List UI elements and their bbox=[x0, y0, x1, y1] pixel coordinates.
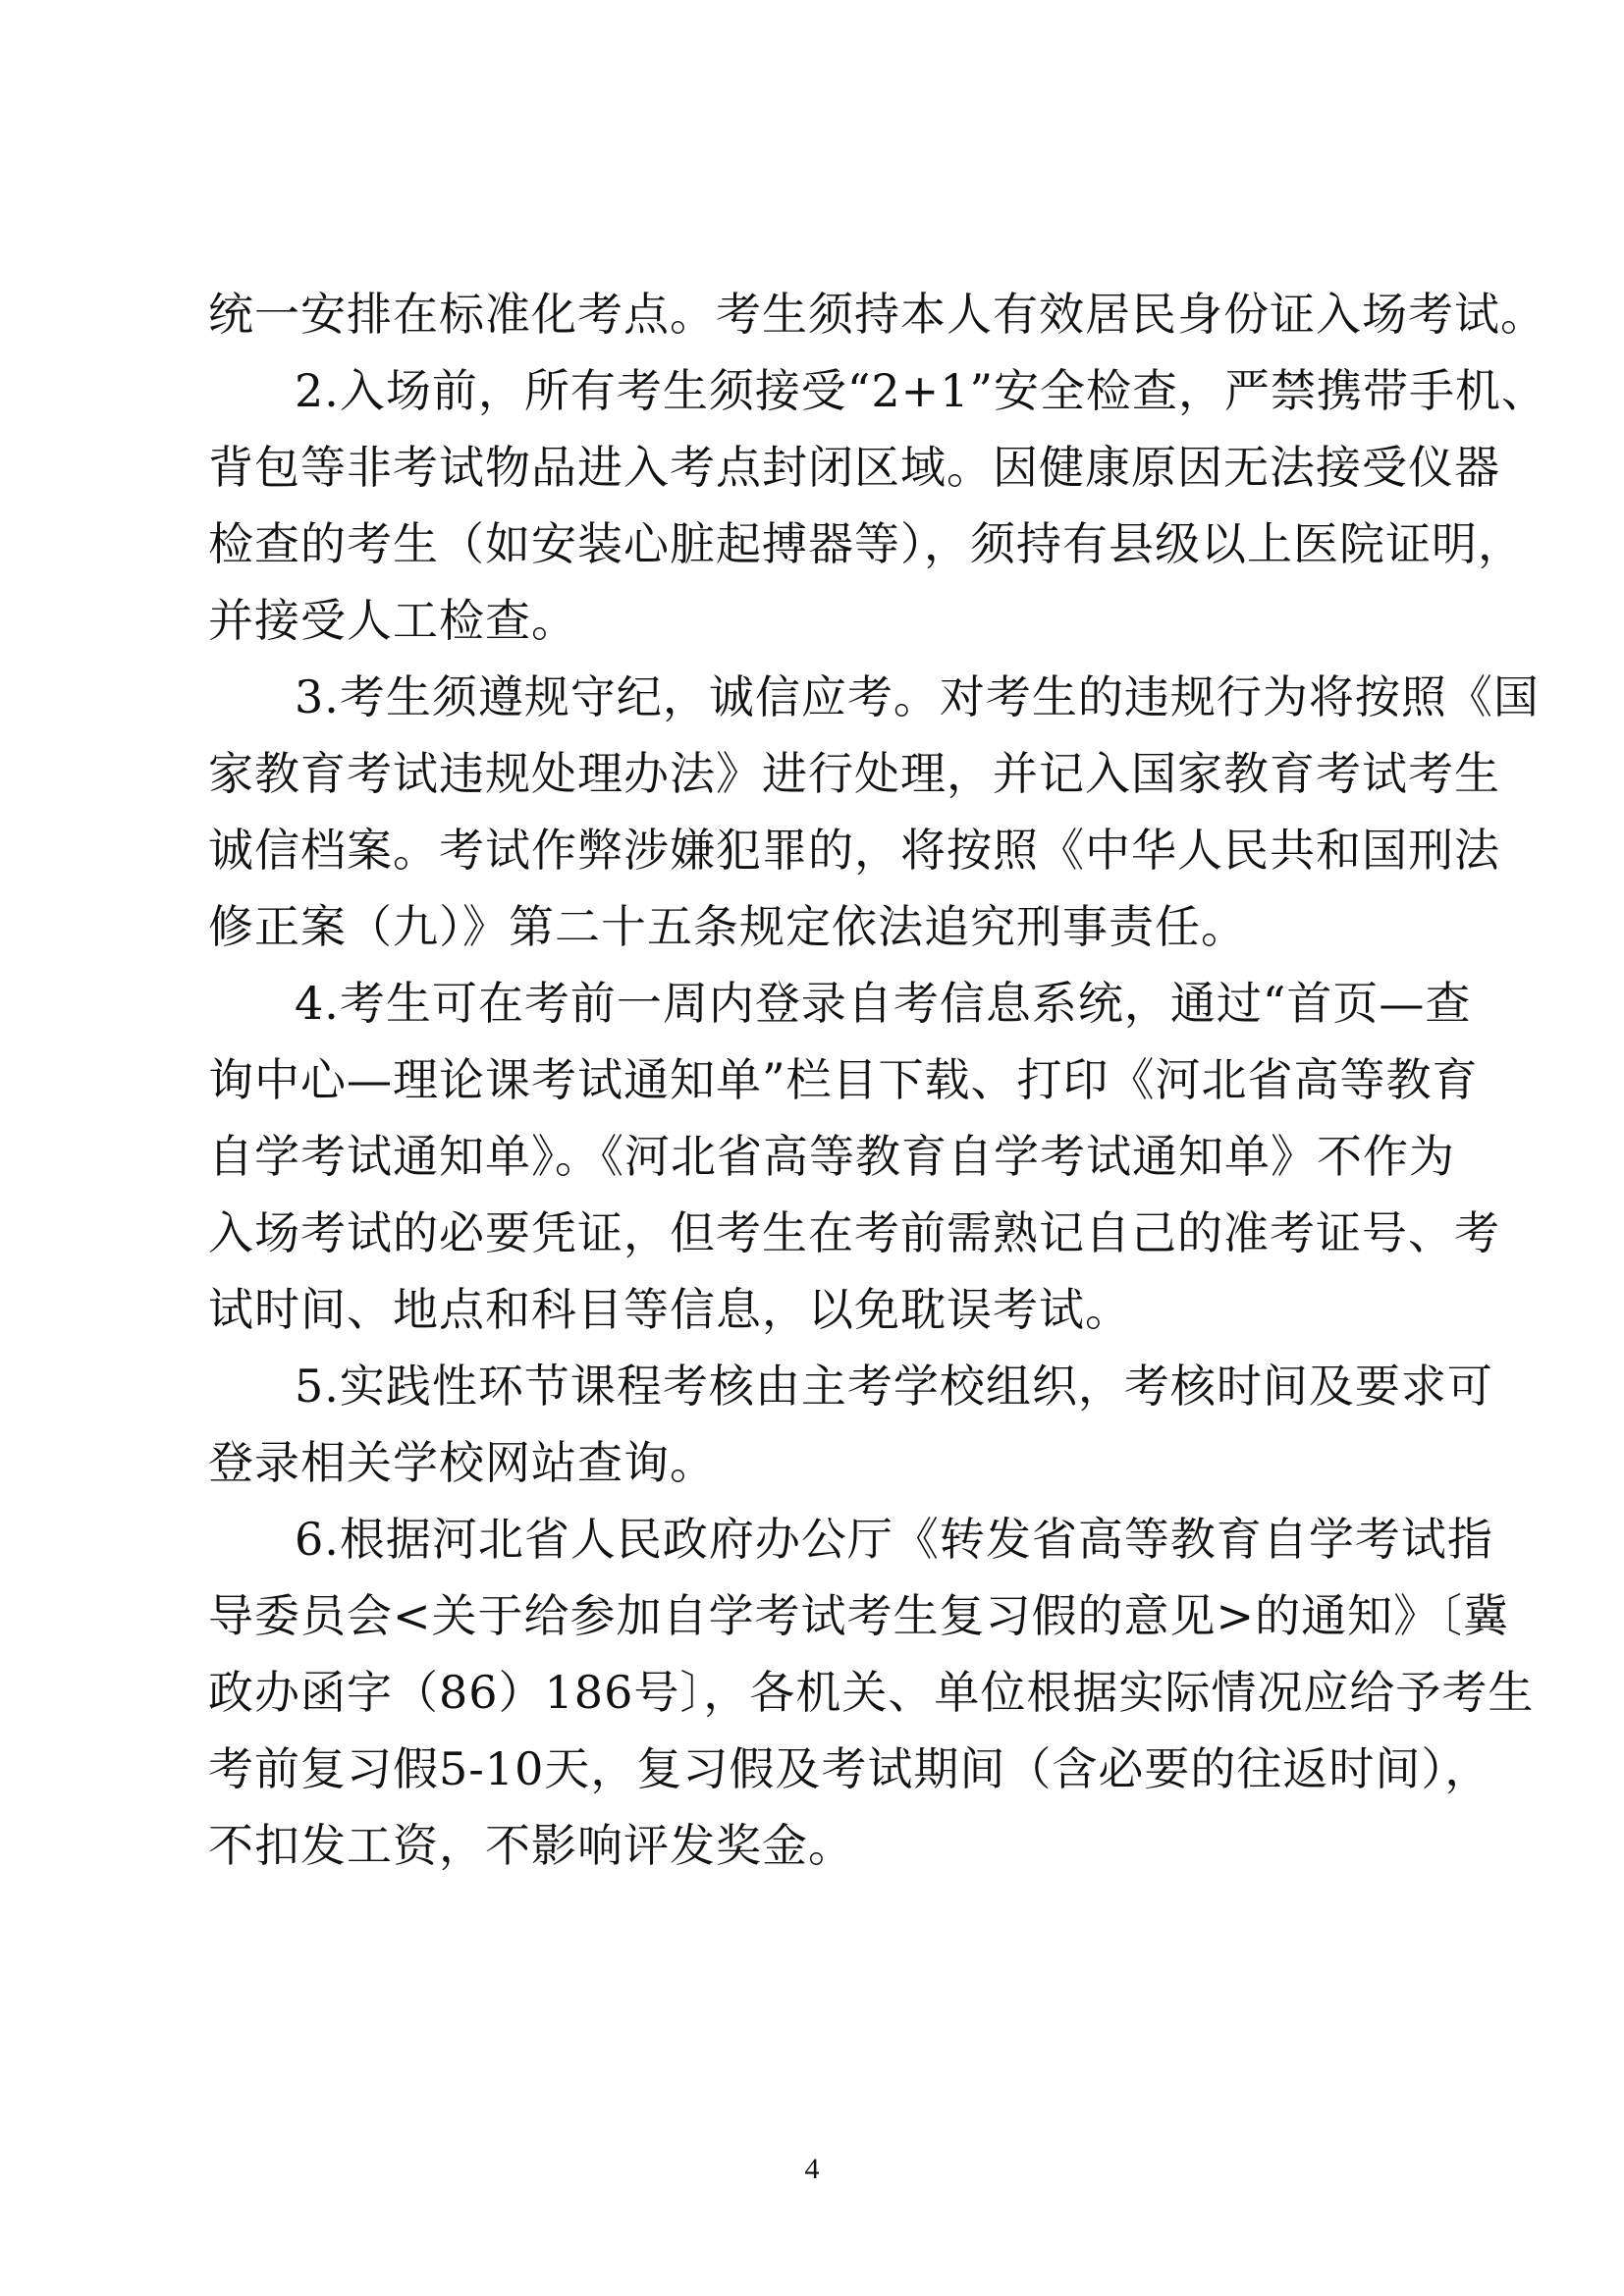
text-line: 家教育考试违规处理办法》进行处理，并记入国家教育考试考生 bbox=[208, 747, 1500, 800]
text-line: 询中心—理论课考试通知单”栏目下载、打印《河北省高等教育 bbox=[208, 1053, 1479, 1106]
text-line: 考前复习假5-10天，复习假及考试期间（含必要的往返时间）， bbox=[208, 1742, 1491, 1795]
text-line: 不扣发工资，不影响评发奖金。 bbox=[208, 1819, 854, 1872]
text-line: 检查的考生（如安装心脏起搏器等），须持有县级以上医院证明， bbox=[208, 517, 1524, 570]
text-line: 5.实践性环节课程考核由主考学校组织，考核时间及要求可 bbox=[295, 1360, 1493, 1413]
text-line: 试时间、地点和科目等信息，以免耽误考试。 bbox=[208, 1283, 1131, 1336]
page-number: 4 bbox=[804, 2153, 820, 2185]
text-line: 2.入场前，所有考生须接受“2+1”安全检查，严禁携带手机、 bbox=[295, 364, 1547, 417]
text-line: 4.考生可在考前一周内登录自考信息系统，通过“首页—查 bbox=[295, 977, 1472, 1030]
text-line: 自学考试通知单》。《河北省高等教育自学考试通知单》不作为 bbox=[208, 1130, 1455, 1183]
text-line: 背包等非考试物品进入考点封闭区域。因健康原因无法接受仪器 bbox=[208, 441, 1500, 494]
text-line: 入场考试的必要凭证，但考生在考前需熟记自己的准考证号、考 bbox=[208, 1206, 1500, 1259]
text-line: 修正案（九）》第二十五条规定依法追究刑事责任。 bbox=[208, 900, 1247, 953]
text-line: 导委员会<关于给参加自学考试考生复习假的意见>的通知》〔冀 bbox=[208, 1589, 1510, 1642]
text-line: 诚信档案。考试作弊涉嫌犯罪的，将按照《中华人民共和国刑法 bbox=[208, 824, 1500, 877]
text-line: 6.根据河北省人民政府办公厅《转发省高等教育自学考试指 bbox=[295, 1513, 1493, 1566]
text-line: 并接受人工检查。 bbox=[208, 594, 577, 647]
text-line: 统一安排在标准化考点。考生须持本人有效居民身份证入场考试。 bbox=[208, 288, 1546, 341]
text-line: 登录相关学校网站查询。 bbox=[208, 1436, 716, 1489]
text-line: 政办函字（86）186号〕，各机关、单位根据实际情况应给予考生 bbox=[208, 1666, 1535, 1719]
text-line: 3.考生须遵规守纪，诚信应考。对考生的违规行为将按照《国 bbox=[295, 670, 1540, 723]
